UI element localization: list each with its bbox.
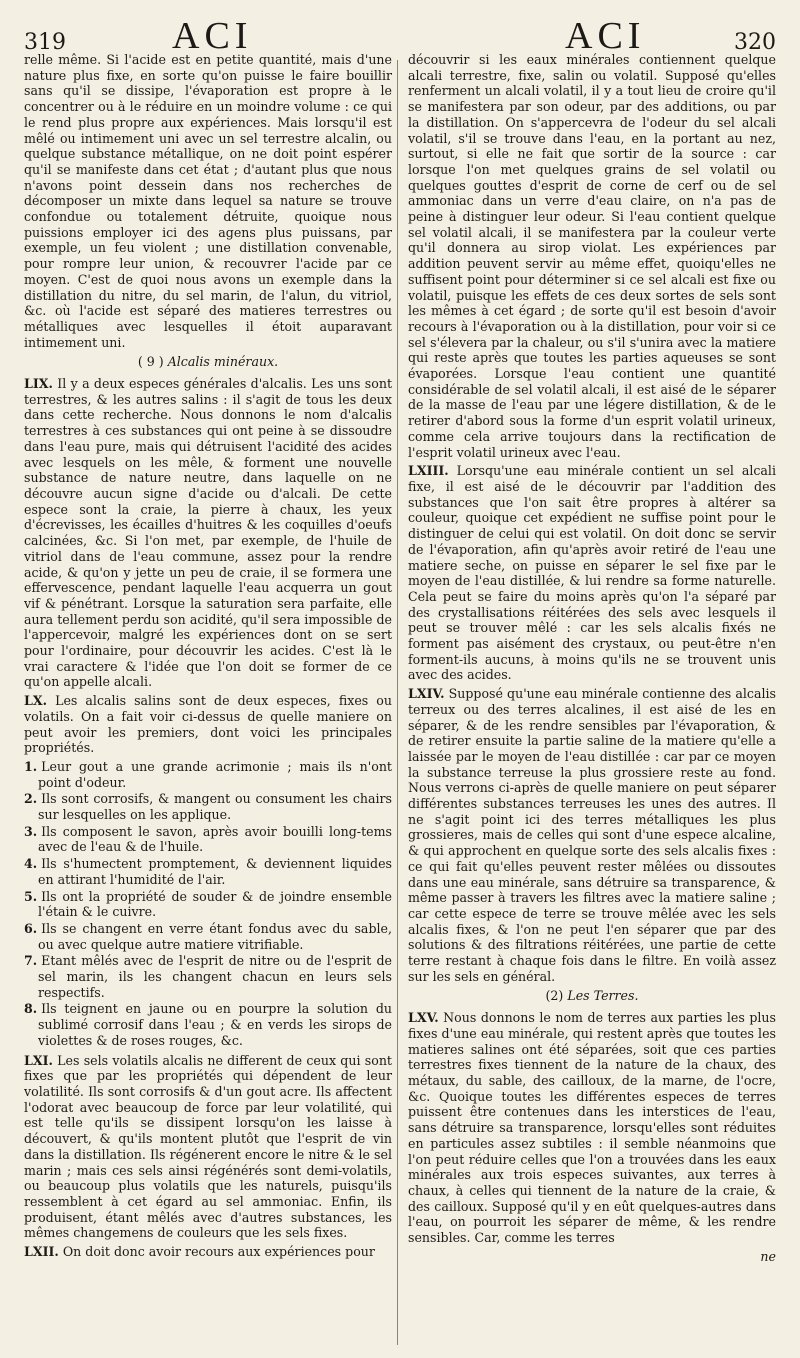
paragraph-number: LXIII. bbox=[408, 463, 449, 479]
running-head-left: ACI bbox=[172, 15, 253, 57]
page-number-left: 319 bbox=[24, 30, 66, 55]
list-item bbox=[24, 1001, 392, 1048]
paragraph-text: Nous donnons le nom de terres aux parties les plus fixes d'une eau minérale, qui restent après que toutes les matieres salines ont été séparées, soit que ces parties terrestres fixes tiennent de la nature de la chaux, des métaux, du sable, des cailloux, de la marne, de l'ocre, &c. Quoique toutes les différentes especes de terres puissent être contenues dans les interstices de l'eau, sans détruire sa transparence, lorsqu'elles sont réduites en particules assez subtiles : il semble néanmoins que l'on peut réduire celles que l'on a trouvées dans les eaux minérales aux trois especes suivantes, aux terres à chaux, à celles qui tiennent de la nature de la craie, & des cailloux. Supposé qu'il y en eût quelques-autres dans l'eau, on pourroit les séparer de même, & les rendre sensibles. Car, comme les terres bbox=[408, 1010, 776, 1246]
section-heading-title: Les Terres. bbox=[567, 988, 639, 1004]
paragraph-continued: découvrir si les eaux minérales contiennent quelque alcali terrestre, fixe, salin ou volatil. Supposé qu'elles renferment un alcali volatil, il y a tout lieu de croire qu'il se manifestera par son odeur, par des additions, ou par la distillation. On s'appercevra de l'odeur du sel alcali volatil, s'il se trouve dans l'eau, en la portant au nez, surtout, si elle ne fait que sortir de la source : car lorsque l'on met quelques grains de sel volatil ou quelques gouttes d'esprit de corne de cerf ou de sel ammoniac dans un verre d'eau claire, on n'a pas de peine à distinguer leur odeur. Si l'eau contient quelque sel volatil alcali, il se manifestera par la couleur verte qu'il donnera au sirop violat. Les expériences par addition peuvent servir au même effet, quoiqu'elles ne suffisent point pour déterminer si ce sel alcali est fixe ou volatil, puisque les effets de ces deux sortes de sels sont les mêmes à cet égard ; de sorte qu'il est besoin d'avoir recours à l'évaporation ou à la distillation, pour voir si ce sel s'élevera par la chaleur, ou s'il s'unira avec la matiere qui reste après que toutes les parties aqueuses se sont évaporées. Lorsque l'eau contient une quantité considérable de sel volatil alcali, il est aisé de le séparer de la masse de l'eau par une légere distillation, & de le retirer d'abord sous la forme d'un esprit volatil urineux, comme cela arrive toujours dans la rectification de l'esprit volatil urineux avec l'eau. bbox=[408, 52, 776, 460]
list-item-text: Ils teignent en jaune ou en pourpre la solution du sublimé corrosif dans l'eau ; & en verds les sirops de violettes & de roses rouges, &c. bbox=[38, 1001, 392, 1048]
paragraph-text: On doit donc avoir recours aux expériences pour bbox=[62, 1244, 375, 1260]
list-item-number: 4. bbox=[24, 856, 38, 872]
paragraph-lxiv bbox=[408, 686, 776, 984]
paragraph-lx bbox=[24, 693, 392, 756]
list-item bbox=[24, 921, 392, 952]
paragraph-lxv bbox=[408, 1010, 776, 1246]
paragraph-lxi bbox=[24, 1053, 392, 1241]
list-item-number: 3. bbox=[24, 823, 38, 839]
list-item bbox=[24, 856, 392, 887]
paragraph-text: Les alcalis salins sont de deux especes, fixes ou volatils. On a fait voir ci-dessus de quelle maniere on peut avoir les premiers, dont voici les principales propriétés. bbox=[24, 693, 392, 756]
list-item-number: 7. bbox=[24, 953, 38, 969]
section-heading-title: Alcalis minéraux. bbox=[167, 354, 279, 370]
list-item bbox=[24, 953, 392, 1000]
section-heading-alcalis bbox=[24, 354, 392, 370]
list-item-number: 5. bbox=[24, 888, 38, 904]
paragraph-text: Supposé qu'une eau minérale contienne des alcalis terreux ou des terres alcalines, il est aisé de les en séparer, & de les rendre sensibles par l'évaporation, & de retirer ensuite la partie saline de la matiere qu'elle a laissée par le moyen de l'eau distillée : car par ce moyen la substance terreuse la plus grossiere reste au fond. Nous verrons ci-après de quelle maniere on peut séparer différentes substances terreuses les unes des autres. Il ne s'agit point ici des terres métalliques les plus grossieres, mais de celles qui sont d'une espece alcaline, & qui approchent en quelque sorte des sels alcalis fixes : ce qui fait qu'elles peuvent rester mêlées ou dissoutes dans une eau minérale, sans détruire sa transparence, & même passer à travers les filtres avec la matiere saline ; car cette espece de terre se trouve mêlée avec les sels alcalis fixes, & l'on ne peut l'en séparer que par des solutions & des filtrations réitérées, une partie de cette terre restant à chaque fois dans le filtre. En voilà assez sur les sels en général. bbox=[408, 686, 776, 984]
list-item-number: 1. bbox=[24, 758, 38, 774]
section-heading-number: ( 9 ) bbox=[137, 354, 164, 370]
running-head-right: ACI bbox=[565, 15, 646, 57]
paragraph-lxiii bbox=[408, 463, 776, 683]
paragraph-text: Il y a deux especes générales d'alcalis. Les uns sont terrestres, & les autres salins : il s'agit de tous les deux dans cette recherche. Nous donnons le nom d'alcalis terrestres à ces substances qui ont peine à se dissoudre dans l'eau pure, mais qui détruisent l'acidité des acides avec lesquels on les mêle, & forment une nouvelle substance de nature neutre, dans laquelle on ne découvre aucun signe d'acide ou d'alcali. De cette espece sont la craie, la pierre à chaux, les yeux d'écrevisses, les écailles d'huitres & les coquilles d'oeufs calcinées, &c. Si l'on met, par exemple, de l'huile de vitriol dans de l'eau commune, assez pour la rendre acide, & qu'on y jette un peu de craie, il se formera une effervescence, pendant laquelle l'eau acquerra un gout vif & pénétrant. Lorsque la saturation sera parfaite, elle aura tellement perdu son acidité, qu'il sera impossible de l'appercevoir, malgré les expériences dont on se sert pour l'ordinaire, pour découvrir les acides. C'est là le vrai caractere & l'idée que l'on doit se former de ce qu'on appelle alcali. bbox=[24, 376, 392, 690]
list-item-text: Leur gout a une grande acrimonie ; mais ils n'ont point d'odeur. bbox=[38, 758, 392, 790]
section-heading-terres bbox=[408, 988, 776, 1004]
paragraph-lxii bbox=[24, 1244, 392, 1260]
list-item-number: 6. bbox=[24, 920, 38, 936]
paragraph-number: LXIV. bbox=[408, 686, 445, 702]
right-column bbox=[408, 52, 776, 1352]
list-item bbox=[24, 759, 392, 790]
list-item-text: Ils sont corrosifs, & mangent ou consument les chairs sur lesquelles on les applique. bbox=[38, 791, 392, 823]
paragraph-number: LXV. bbox=[408, 1010, 439, 1026]
paragraph-number: LIX. bbox=[24, 376, 53, 392]
left-column bbox=[24, 52, 392, 1352]
paragraph-text: Lorsqu'une eau minérale contient un sel alcali fixe, il est aisé de le découvrir par l'addition des substances que l'on sait être propres à altérer sa couleur, quoique cet expédient ne suffise point pour le distinguer de celui qui est volatil. On doit donc se servir de l'évaporation, afin qu'après avoir retiré de l'eau une matiere seche, on puisse en séparer le sel fixe par le moyen de l'eau distillée, & lui rendre sa forme naturelle. Cela peut se faire du moins après qu'on l'a séparé par des crystallisations réitérées des sels avec lesquels il peut se trouver mêlé : car les sels alcalis fixés ne forment pas aisément des crystaux, ou peut-être n'en forment-ils aucuns, à moins qu'ils ne se trouvent unis avec des acides. bbox=[408, 463, 776, 683]
paragraph-number: LXI. bbox=[24, 1052, 53, 1068]
list-item-text: Ils se changent en verre étant fondus avec du sable, ou avec quelque autre matiere vitrifiable. bbox=[38, 920, 392, 952]
catchword: ne bbox=[760, 1248, 776, 1264]
paragraph-text: Les sels volatils alcalis ne different de ceux qui sont fixes que par les propriétés qui dépendent de leur volatilité. Ils sont corrosifs & d'un gout acre. Ils affectent l'odorat avec beaucoup de force par leur volatilité, qui est telle qu'ils se dissipent lorsqu'on les laisse à découvert, & qu'ils montent plutôt que l'esprit de vin dans la distillation. Ils régénerent encore le nitre & le sel marin ; mais ces sels ainsi régénérés sont demi-volatils, ou beaucoup plus volatils que les naturels, puisqu'ils ressemblent à cet égard au sel ammoniac. Enfin, ils produisent, étant mêlés avec d'autres substances, les mêmes changemens de couleurs que les sels fixes. bbox=[24, 1052, 392, 1241]
list-item-text: Ils ont la propriété de souder & de joindre ensemble l'étain & le cuivre. bbox=[38, 888, 392, 920]
paragraph-number: LX. bbox=[24, 693, 48, 709]
list-item bbox=[24, 824, 392, 855]
column-divider bbox=[397, 60, 398, 1345]
paragraph-continued: relle même. Si l'acide est en petite quantité, mais d'une nature plus fixe, en sorte qu'on puisse le faire bouillir sans qu'il se dissipe, l'évaporation est propre à le concentrer ou à le réduire en un moindre volume : ce qui le rend plus propre aux expériences. Mais lorsqu'il est mêlé ou intimement uni avec un sel terrestre alcalin, ou quelque substance métallique, on ne doit point espérer qu'il se manifeste dans cet état ; d'autant plus que nous n'avons point dessein dans nos recherches de décomposer un mixte dans lequel sa nature se trouve confondue ou totalement détruite, quoique nous puissions employer ici des agens plus puissans, par exemple, un feu violent ; une distillation convenable, pour rompre leur union, & recouvrer l'acide par ce moyen. C'est de quoi nous avons un exemple dans la distillation du nitre, du sel marin, de l'alun, du vitriol, &c. où l'acide est séparé des matieres terrestres ou métalliques avec lesquelles il étoit auparavant intimement uni. bbox=[24, 52, 392, 350]
list-item-number: 8. bbox=[24, 1001, 38, 1017]
list-item-text: Ils composent le savon, après avoir bouilli long-tems avec de l'eau & de l'huile. bbox=[38, 823, 392, 855]
section-heading-number: (2) bbox=[545, 988, 564, 1004]
list-item-text: Ils s'humectent promptement, & deviennent liquides en attirant l'humidité de l'air. bbox=[38, 856, 392, 887]
page-number-right: 320 bbox=[734, 30, 776, 55]
list-item bbox=[24, 889, 392, 920]
list-item bbox=[24, 791, 392, 822]
list-item-text: Etant mêlés avec de l'esprit de nitre ou de l'esprit de sel marin, ils les changent chacun en leurs sels respectifs. bbox=[38, 953, 392, 1000]
list-item-number: 2. bbox=[24, 791, 38, 807]
properties-list bbox=[24, 759, 392, 1049]
paragraph-number: LXII. bbox=[24, 1244, 59, 1260]
paragraph-lix bbox=[24, 376, 392, 690]
